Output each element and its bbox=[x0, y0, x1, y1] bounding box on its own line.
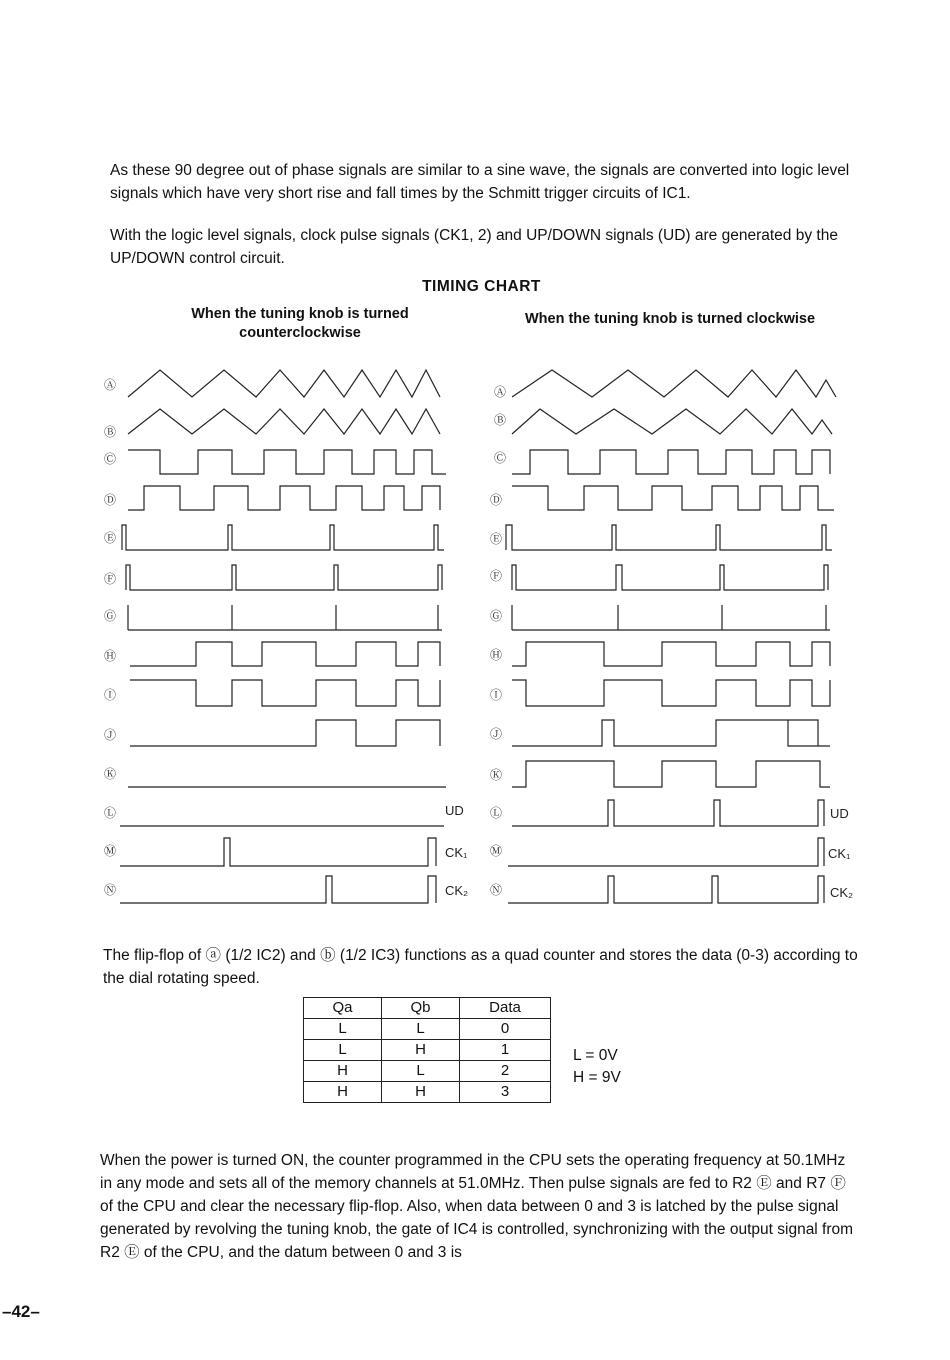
wave-j-right bbox=[512, 720, 830, 746]
label-i-right: Ⓘ bbox=[490, 688, 503, 702]
clock-paragraph: With the logic level signals, clock pulse signals (CK1, 2) and UP/DOWN signals (UD) are generated by the UP/DOWN control circuit. bbox=[110, 226, 838, 267]
label-h-left: Ⓗ bbox=[104, 649, 117, 663]
header-data: Data bbox=[460, 998, 551, 1019]
wave-m-right bbox=[508, 838, 824, 866]
wave-b-left bbox=[128, 409, 440, 434]
wave-m-left bbox=[120, 838, 436, 866]
wave-g-left bbox=[128, 605, 442, 630]
wave-k-right bbox=[512, 761, 830, 787]
cell-data: 1 bbox=[460, 1040, 551, 1061]
label-f-left: Ⓕ bbox=[104, 572, 117, 586]
label-k-right: Ⓚ bbox=[490, 768, 503, 782]
quad-counter-table bbox=[303, 997, 551, 1103]
header-qa: Qa bbox=[304, 998, 382, 1019]
label-a-left: Ⓐ bbox=[104, 378, 117, 392]
label-f-right: Ⓕ bbox=[490, 569, 503, 583]
label-a-right: Ⓐ bbox=[494, 385, 507, 399]
label-g-left: Ⓖ bbox=[104, 609, 117, 623]
table-row bbox=[304, 1082, 551, 1103]
label-j-right: Ⓙ bbox=[490, 727, 503, 741]
cell-data: 3 bbox=[460, 1082, 551, 1103]
wave-h-left bbox=[130, 642, 440, 666]
label-c-left: Ⓒ bbox=[104, 452, 117, 466]
header-qb: Qb bbox=[382, 998, 460, 1019]
wave-h-right bbox=[512, 642, 830, 666]
wave-j-left bbox=[130, 720, 440, 746]
label-l-right: Ⓛ bbox=[490, 806, 503, 820]
wave-f-right bbox=[512, 565, 828, 590]
label-g-right: Ⓖ bbox=[490, 609, 503, 623]
legend-low: L = 0V bbox=[573, 1047, 618, 1064]
cell-qb: L bbox=[382, 1019, 460, 1040]
ud-label-left: UD bbox=[445, 803, 464, 818]
label-e-right: Ⓔ bbox=[490, 532, 503, 546]
cell-qb: L bbox=[382, 1061, 460, 1082]
label-b-left: Ⓑ bbox=[104, 425, 117, 439]
ck2-label-left: CK₂ bbox=[445, 883, 469, 898]
ccw-header: When the tuning knob is turned counterclockwise bbox=[191, 306, 409, 341]
power-on-paragraph: When the power is turned ON, the counter programmed in the CPU sets the operating frequency at 50.1MHz in any mode and sets all of the memory channels at 51.0MHz. Then pulse signals are fed to R2 Ⓔ and R7 Ⓕ of the CPU and clear the necessary flip-flop. Also, when data between 0 and 3 is latched by the pulse signal generated by revolving the tuning knob, the gate of IC4 is controlled, synchronizing with the output signal from R2 Ⓔ of the CPU, and the datum between 0 and 3 is bbox=[100, 1151, 854, 1261]
ck1-label-left: CK₁ bbox=[445, 845, 468, 860]
wave-i-left bbox=[130, 680, 440, 706]
label-k-left: Ⓚ bbox=[104, 767, 117, 781]
cw-header: When the tuning knob is turned clockwise bbox=[524, 311, 816, 327]
wave-f-left bbox=[126, 565, 442, 590]
table-row bbox=[304, 1019, 551, 1040]
wave-d-right bbox=[512, 486, 834, 510]
cell-qb: H bbox=[382, 1040, 460, 1061]
label-h-right: Ⓗ bbox=[490, 648, 503, 662]
table-row bbox=[304, 1040, 551, 1061]
label-c-right: Ⓒ bbox=[494, 451, 507, 465]
cell-data: 0 bbox=[460, 1019, 551, 1040]
label-n-right: Ⓝ bbox=[490, 883, 503, 897]
ck1-label-right: CK₁ bbox=[828, 846, 851, 861]
ud-label-right: UD bbox=[830, 806, 849, 821]
cell-qa: H bbox=[304, 1082, 382, 1103]
label-d-left: Ⓓ bbox=[104, 493, 117, 507]
wave-b-right bbox=[512, 409, 832, 434]
wave-e-right bbox=[506, 525, 832, 550]
label-j-left: Ⓙ bbox=[104, 728, 117, 742]
wave-n-left bbox=[120, 876, 436, 903]
label-i-left: Ⓘ bbox=[104, 688, 117, 702]
label-l-left: Ⓛ bbox=[104, 806, 117, 820]
flip-flop-paragraph: The flip-flop of ⓐ (1/2 IC2) and ⓑ (1/2 IC3) functions as a quad counter and stores the data (0-3) according to the dial rotating speed. bbox=[103, 946, 858, 987]
wave-a-left bbox=[128, 370, 440, 397]
cell-qb: H bbox=[382, 1082, 460, 1103]
cell-qa: L bbox=[304, 1040, 382, 1061]
wave-d-left bbox=[128, 486, 440, 510]
page-number: –42– bbox=[2, 1302, 40, 1321]
table-header-row bbox=[304, 998, 551, 1019]
legend-high: H = 9V bbox=[573, 1069, 621, 1086]
voltage-legend bbox=[573, 1045, 621, 1089]
label-e-left: Ⓔ bbox=[104, 531, 117, 545]
table-row bbox=[304, 1061, 551, 1082]
label-n-left: Ⓝ bbox=[104, 883, 117, 897]
wave-i-right bbox=[512, 680, 830, 706]
wave-e-left bbox=[122, 525, 444, 550]
label-d-right: Ⓓ bbox=[490, 493, 503, 507]
label-m-left: Ⓜ bbox=[104, 844, 117, 858]
wave-n-right bbox=[508, 876, 824, 903]
intro-paragraph: As these 90 degree out of phase signals are similar to a sine wave, the signals are converted into logic level signals which have very short rise and fall times by the Schmitt trigger circuits of IC1. bbox=[110, 161, 850, 202]
wave-l-right bbox=[512, 800, 824, 826]
timing-chart-title: TIMING CHART bbox=[422, 278, 541, 295]
cell-qa: H bbox=[304, 1061, 382, 1082]
cell-qa: L bbox=[304, 1019, 382, 1040]
wave-c-left bbox=[128, 450, 446, 474]
wave-g-right bbox=[512, 605, 830, 630]
ck2-label-right: CK₂ bbox=[830, 885, 854, 900]
cell-data: 2 bbox=[460, 1061, 551, 1082]
wave-c-right bbox=[512, 450, 830, 474]
label-m-right: Ⓜ bbox=[490, 844, 503, 858]
label-b-right: Ⓑ bbox=[494, 413, 507, 427]
wave-a-right bbox=[512, 370, 836, 397]
